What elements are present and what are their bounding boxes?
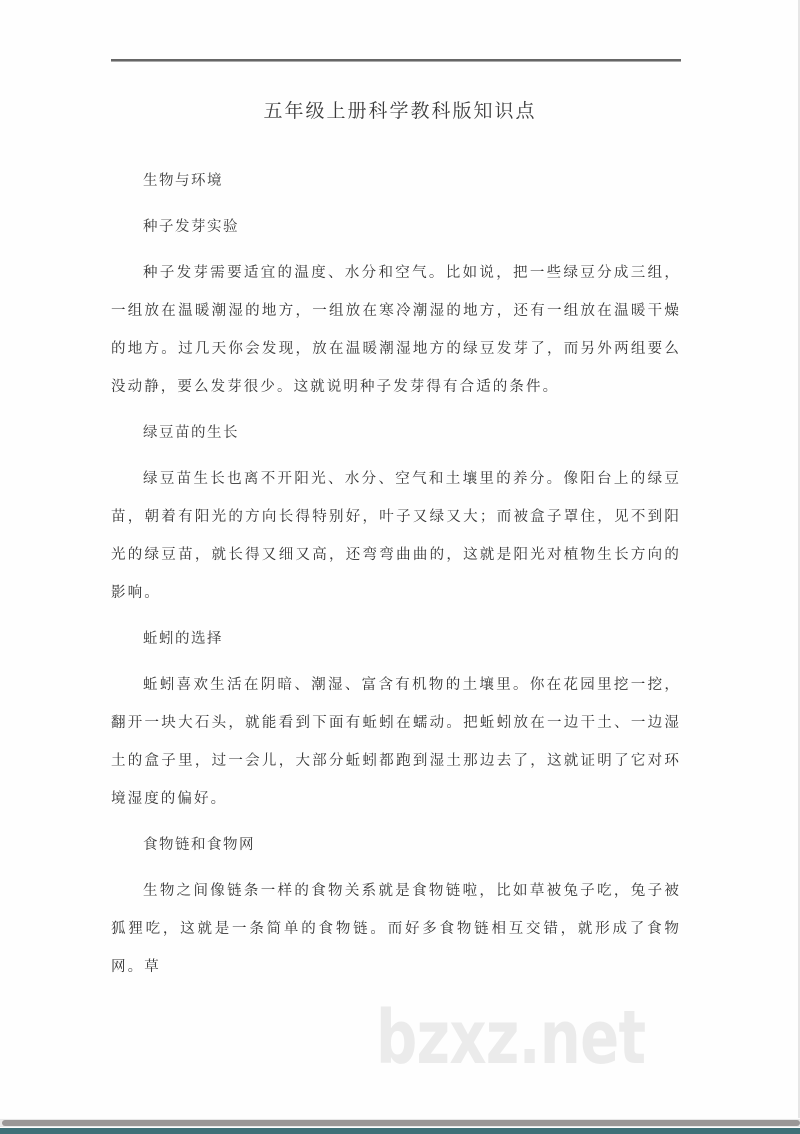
paragraph-mung-bean-growth: 绿豆苗生长也离不开阳光、水分、空气和土壤里的养分。像阳台上的绿豆苗，朝着有阳光的方向长得特别好，叶子又绿又大；而被盒子罩住，见不到阳光的绿豆苗，就长得又细又高，还弯弯曲曲的，这就是阳光对植物生长方向的影响。 <box>111 471 681 601</box>
section-heading-environment: 生物与环境 <box>143 173 223 189</box>
document-title: 五年级上册科学教科版知识点 <box>263 100 537 122</box>
watermark: bzxz.net <box>376 995 646 1081</box>
section-heading-mung-bean-growth: 绿豆苗的生长 <box>143 425 239 441</box>
document-body <box>111 162 681 994</box>
section-heading-food-chain: 食物链和食物网 <box>143 837 255 853</box>
section-heading-earthworm-choice: 蚯蚓的选择 <box>143 631 223 647</box>
bottom-bar <box>0 1128 800 1134</box>
section-heading-seed-germination: 种子发芽实验 <box>143 219 239 235</box>
horizontal-scrollbar[interactable] <box>0 1119 800 1127</box>
header-rule <box>111 59 681 62</box>
scrollbar-thumb[interactable] <box>2 1120 800 1126</box>
paragraph-seed-germination: 种子发芽需要适宜的温度、水分和空气。比如说，把一些绿豆分成三组，一组放在温暖潮湿的地方，一组放在寒冷潮湿的地方，还有一组放在温暖干燥的地方。过几天你会发现，放在温暖潮湿地方的绿豆发芽了，而另外两组要么没动静，要么发芽很少。这就说明种子发芽得有合适的条件。 <box>111 265 681 395</box>
paragraph-food-chain: 生物之间像链条一样的食物关系就是食物链啦，比如草被兔子吃，兔子被狐狸吃，这就是一条简单的食物链。而好多食物链相互交错，就形成了食物网。草 <box>111 883 681 975</box>
paragraph-earthworm-choice: 蚯蚓喜欢生活在阴暗、潮湿、富含有机物的土壤里。你在花园里挖一挖，翻开一块大石头，就能看到下面有蚯蚓在蠕动。把蚯蚓放在一边干土、一边湿土的盒子里，过一会儿，大部分蚯蚓都跑到湿土那边去了，这就证明了它对环境湿度的偏好。 <box>111 677 681 807</box>
